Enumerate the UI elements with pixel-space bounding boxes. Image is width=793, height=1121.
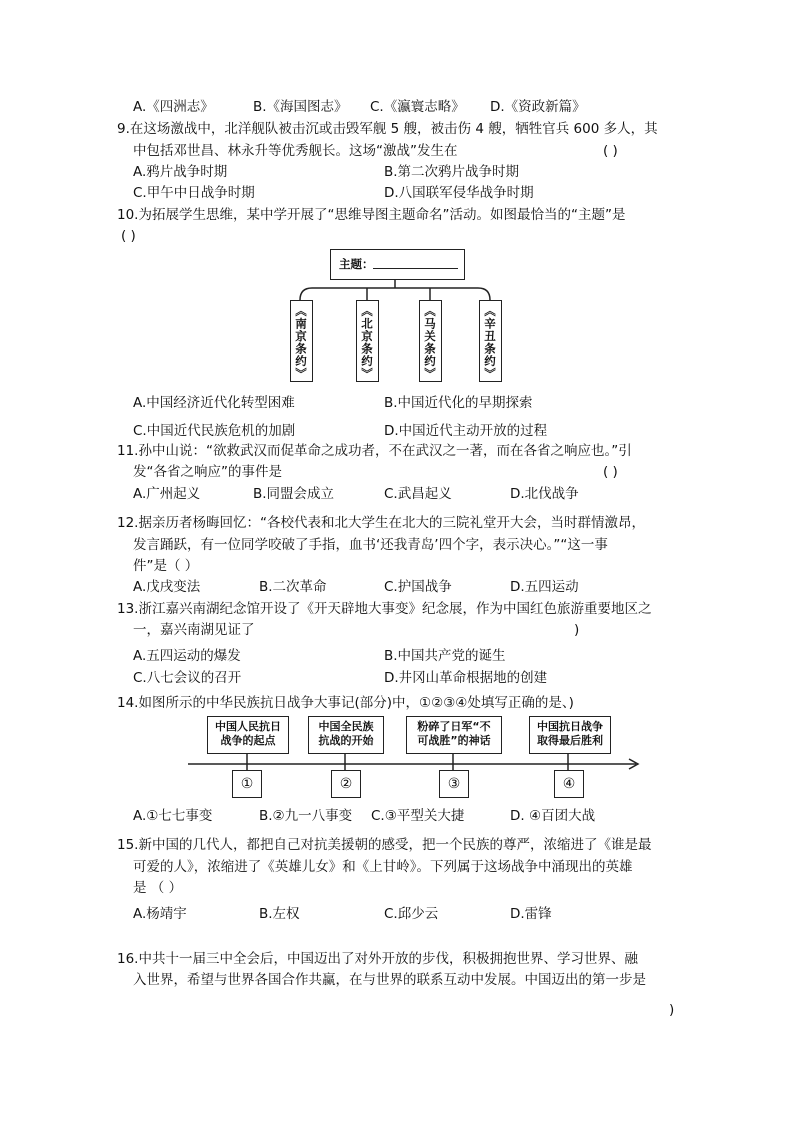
q15-stem-line3: 是 （ ）: [133, 880, 183, 896]
q15-stem-line2: 可爱的人》，浓缩进了《英雄儿女》和《上甘岭》。下列属于这场战争中涌现出的英雄: [133, 859, 633, 875]
q16-answer-paren: ): [669, 1002, 675, 1018]
q12-option-a: A.戊戌变法: [133, 579, 201, 595]
q12-option-c: C.护国战争: [384, 579, 452, 595]
q11-stem-line2: 发“各省之响应”的事件是: [133, 464, 282, 480]
q10-option-b: B.中国近代化的早期探索: [384, 395, 533, 411]
q14-option-a: A.①七七事变: [133, 808, 213, 824]
q13-option-b: B.中国共产党的诞生: [384, 648, 506, 664]
q16-stem-line2: 入世界，希望与世界各国合作共赢，在与世界的联系互动中发展。中国迈出的第一步是: [133, 972, 646, 988]
timeline-event-4-line1: 中国抗日战争: [537, 720, 603, 733]
timeline-marker-2: ②: [331, 770, 361, 798]
q15-stem-line1: 15.新中国的几代人，都把自己对抗美援朝的感受，把一个民族的尊严，浓缩进了《谁是最: [117, 837, 652, 853]
q8-option-a: A.《四洲志》: [133, 99, 214, 115]
q13-stem-line1: 13.浙江嘉兴南湖纪念馆开设了《开天辟地大事变》纪念展，作为中国红色旅游重要地区之: [117, 601, 652, 617]
q13-stem-line2: 一，嘉兴南湖见证了: [133, 622, 255, 638]
q9-stem-line2: 中包括邓世昌、林永升等优秀舰长。这场“激战”发生在: [133, 143, 458, 159]
q14-stem-line1: 14.如图所示的中华民族抗日战争大事记(部分)中，①②③④处填写正确的是、): [117, 695, 574, 711]
q11-stem-line1: 11.孙中山说：“欲救武汉而促革命之成功者，不在武汉之一著，而在各省之响应也。”引: [117, 443, 632, 459]
q9-answer-paren: ( ): [603, 143, 618, 159]
q13-option-d: D.井冈山革命根据地的创建: [384, 670, 548, 686]
q12-stem-line2: 发言踊跃，有一位同学咬破了手指，血书‘还我青岛’四个字，表示决心。”“这一事: [133, 537, 608, 553]
timeline-event-2: [308, 716, 384, 754]
q9-option-b: B.第二次鸦片战争时期: [384, 164, 520, 180]
q11-option-b: B.同盟会成立: [253, 486, 335, 502]
treaty-maguan: 《马关条约》: [423, 305, 437, 380]
q10-option-c: C.中国近代民族危机的加剧: [133, 423, 296, 439]
timeline-marker-4: ④: [554, 770, 584, 798]
q11-answer-paren: ( ): [603, 464, 618, 480]
q8-option-b: B.《海国图志》: [253, 99, 348, 115]
treaty-beijing: 《北京条约》: [360, 305, 374, 380]
timeline-event-3: [406, 716, 502, 754]
timeline-event-4-line2: 取得最后胜利: [537, 734, 603, 747]
topic-label: 主题：: [339, 257, 374, 271]
treaty-xinchou: 《辛丑条约》: [483, 305, 497, 380]
q10-option-d: D.中国近代主动开放的过程: [384, 423, 548, 439]
q10-stem-line2: ( ): [121, 228, 136, 244]
q12-stem-line1: 12.据亲历者杨晦回忆：“各校代表和北大学生在北大的三院礼堂开大会，当时群情激昂，: [117, 515, 645, 531]
q10-stem-line1: 10.为拓展学生思维，某中学开展了“思维导图主题命名”活动。如图最恰当的“主题”是: [117, 207, 626, 223]
timeline-event-3-line1: 粉碎了日军“不: [417, 720, 491, 733]
q9-option-a: A.鸦片战争时期: [133, 164, 228, 180]
q15-option-c: C.邱少云: [384, 906, 439, 922]
q9-option-c: C.甲午中日战争时期: [133, 185, 255, 201]
timeline-event-4: [529, 716, 611, 754]
q15-option-a: A.杨靖宇: [133, 906, 187, 922]
q12-option-b: B.二次革命: [259, 579, 327, 595]
timeline-event-2-line2: 抗战的开始: [318, 734, 374, 747]
q12-option-d: D.五四运动: [510, 579, 579, 595]
q12-stem-line3: 件”是（ ）: [133, 558, 199, 574]
q13-option-c: C.八七会议的召开: [133, 670, 242, 686]
q8-option-d: D.《资政新篇》: [490, 99, 586, 115]
timeline-marker-1: ①: [232, 770, 262, 798]
timeline-event-2-line1: 中国全民族: [318, 720, 374, 733]
q10-option-a: A.中国经济近代化转型困难: [133, 395, 295, 411]
timeline-event-1-line1: 中国人民抗日: [215, 720, 281, 733]
timeline-marker-3: ③: [439, 770, 469, 798]
q13-answer-paren: ): [574, 622, 580, 638]
q15-option-b: B.左权: [259, 906, 300, 922]
q11-option-c: C.武昌起义: [384, 486, 452, 502]
timeline-event-1-line2: 战争的起点: [220, 734, 276, 747]
q9-option-d: D.八国联军侵华战争时期: [384, 185, 534, 201]
q13-option-a: A.五四运动的爆发: [133, 648, 241, 664]
q11-option-a: A.广州起义: [133, 486, 201, 502]
q16-stem-line1: 16.中共十一届三中全会后，中国迈出了对外开放的步伐，积极拥抱世界、学习世界、融: [117, 951, 638, 967]
q14-option-b: B.②九一八事变: [259, 808, 353, 824]
q15-option-d: D.雷锋: [510, 906, 552, 922]
timeline-event-1: [207, 716, 289, 754]
timeline-event-3-line2: 可战胜”的神话: [417, 734, 491, 747]
treaty-nanjing: 《南京条约》: [294, 305, 308, 380]
q8-option-c: C.《瀛寰志略》: [370, 99, 465, 115]
q11-option-d: D.北伐战争: [510, 486, 579, 502]
q14-option-d: D. ④百团大战: [510, 808, 596, 824]
q14-option-c: C.③平型关大捷: [371, 808, 465, 824]
q9-stem-line1: 9.在这场激战中，北洋舰队被击沉或击毁军舰 5 艘，被击伤 4 艘，牺牲官兵 600 多人，其: [117, 121, 658, 137]
